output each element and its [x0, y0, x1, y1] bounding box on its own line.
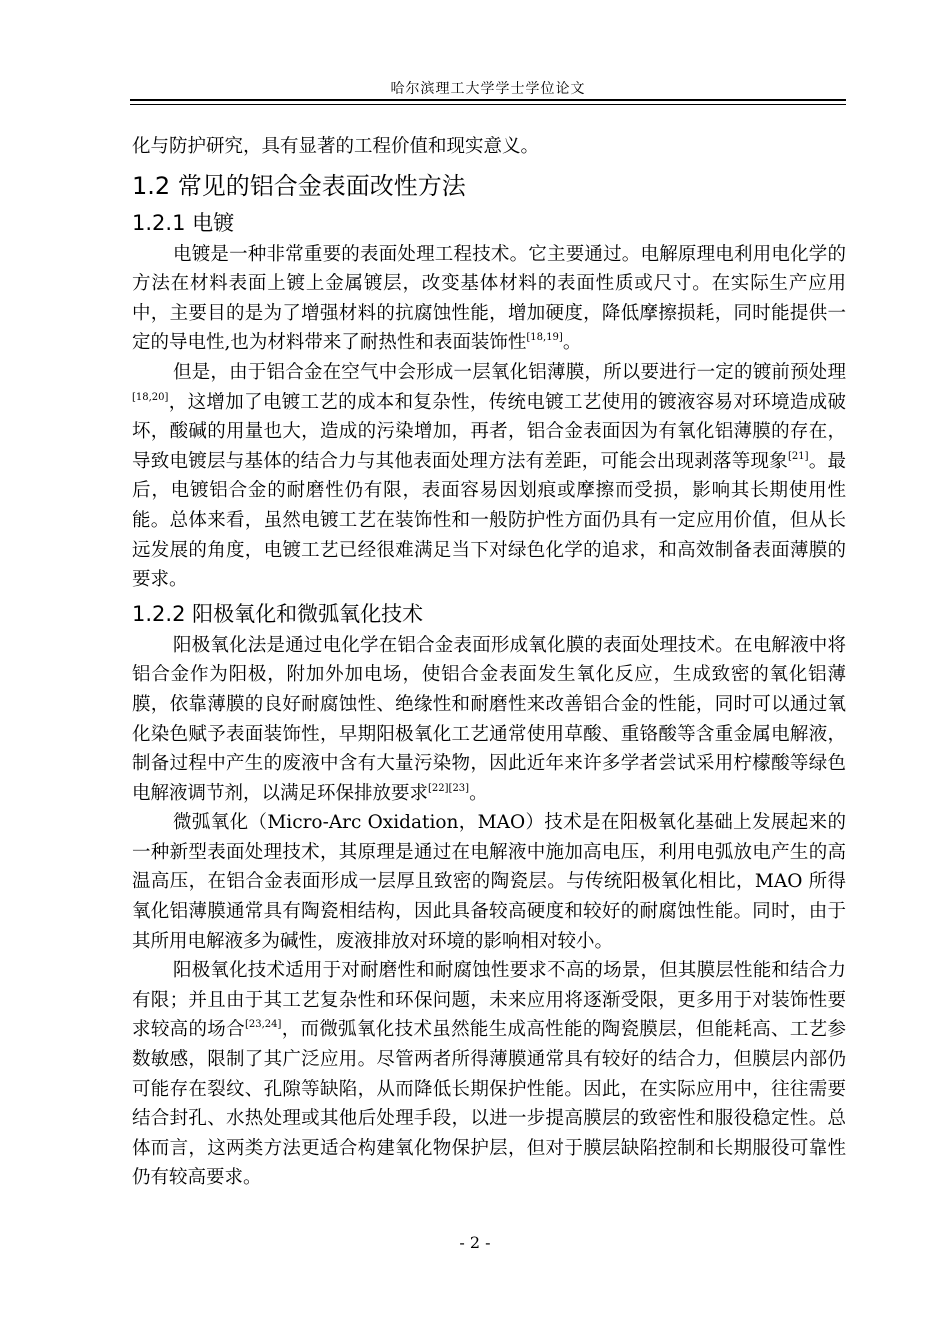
- page-number: - 2 -: [459, 1233, 491, 1252]
- citation: [18,20]: [132, 391, 169, 403]
- header-rule-thin: [130, 104, 846, 105]
- electroplating-paragraph-2: [132, 358, 846, 595]
- paragraph-text: 阳极氧化技术适用于对耐磨性和耐腐蚀性要求不高的场景，但其膜层性能和结合力有限；并且由于其工艺复杂性和环保问题，未来应用将逐渐受限，更多用于对装饰性要求较高的场合: [132, 960, 846, 1041]
- citation: [21]: [787, 450, 809, 462]
- intro-paragraph-tail: 化与防护研究，具有显著的工程价值和现实意义。: [132, 136, 540, 157]
- header-rule-thick: [130, 99, 846, 101]
- paragraph-text: 阳极氧化法是通过电化学在铝合金表面形成氧化膜的表面处理技术。在电解液中将铝合金作为阳极，附加外加电场，使铝合金表面发生氧化反应，生成致密的氧化铝薄膜，依靠薄膜的良好耐腐蚀性、绝缘性和耐磨性来改善铝合金的性能，同时可以通过氧化染色赋予表面装饰性，早期阳极氧化工艺通常使用草酸、重铬酸等含重金属电解液，制备过程中产生的废液中含有大量污染物，因此近年来许多学者尝试采用柠檬酸等绿色电解液调节剂，以满足环保排放要求: [132, 634, 846, 804]
- electroplating-paragraph-1: [132, 240, 846, 358]
- mao-paragraph: 微弧氧化（Micro-Arc Oxidation，MAO）技术是在阳极氧化基础上发展起来的一种新型表面处理技术，其原理是通过在电解液中施加高电压，利用电弧放电产生的高温高压，在铝合金表面形成一层厚且致密的陶瓷层。与传统阳极氧化相比，MAO 所得氧化铝薄膜通常具有陶瓷相结构，因此具备较高硬度和较好的耐腐蚀性能。同时，由于其所用电解液多为碱性，废液排放对环境的影响相对较小。: [132, 812, 846, 952]
- paragraph-text: ，这增加了电镀工艺的成本和复杂性，传统电镀工艺使用的镀液容易对环境造成破坏，酸碱的用量也大，造成的污染增加，再者，铝合金表面因为有氧化铝薄膜的存在，导致电镀层与基体的结合力与其他表面处理方法有差距，可能会出现剥落等现象: [132, 391, 846, 472]
- paragraph-text: ，而微弧氧化技术虽然能生成高性能的陶瓷膜层，但能耗高、工艺参数敏感，限制了其广泛应用。尽管两者所得薄膜通常具有较好的结合力，但膜层内部仍可能存在裂纹、孔隙等缺陷，从而降低长期保护性能。因此，在实际应用中，往往需要结合封孔、水热处理或其他后处理手段，以进一步提高膜层的致密性和服役稳定性。总体而言，这两类方法更适合构建氧化物保护层，但对于膜层缺陷控制和长期服役可靠性仍有较高要求。: [132, 1019, 846, 1189]
- anodizing-paragraph-1: [132, 631, 846, 809]
- page-body: [132, 132, 846, 1193]
- comparison-paragraph: [132, 956, 846, 1193]
- paragraph-text: 电镀是一种非常重要的表面处理工程技术。它主要通过。电解原理电利用电化学的方法在材料表面上镀上金属镀层，改变基体材料的表面性质或尺寸。在实际生产应用中，主要目的是为了增强材料的抗腐蚀性能，增加硬度，降低摩擦损耗，同时能提供一定的导电性,也为材料带来了耐热性和表面装饰性: [132, 243, 846, 354]
- citation: [22][23]: [428, 782, 470, 794]
- running-header: 哈尔滨理工大学学士学位论文: [390, 81, 586, 97]
- section-heading-1-2: 1.2 常见的铝合金表面改性方法: [132, 171, 466, 200]
- paragraph-text: 但是，由于铝合金在空气中会形成一层氧化铝薄膜，所以要进行一定的镀前预处理: [173, 361, 846, 383]
- paragraph-end: 。: [469, 782, 488, 804]
- subsection-heading-1-2-2: 1.2.2 阳极氧化和微弧氧化技术: [132, 601, 424, 626]
- paragraph-text: 。最后，电镀铝合金的耐磨性仍有限，表面容易因划痕或摩擦而受损，影响其长期使用性能。总体来看，虽然电镀工艺在装饰性和一般防护性方面仍具有一定应用价值，但从长远发展的角度，电镀工艺已经很难满足当下对绿色化学的追求，和高效制备表面薄膜的要求。: [132, 450, 846, 591]
- citation: [18,19]: [526, 332, 563, 344]
- citation: [23,24]: [244, 1019, 282, 1031]
- subsection-heading-1-2-1: 1.2.1 电镀: [132, 210, 235, 235]
- paragraph-end: 。: [562, 332, 582, 354]
